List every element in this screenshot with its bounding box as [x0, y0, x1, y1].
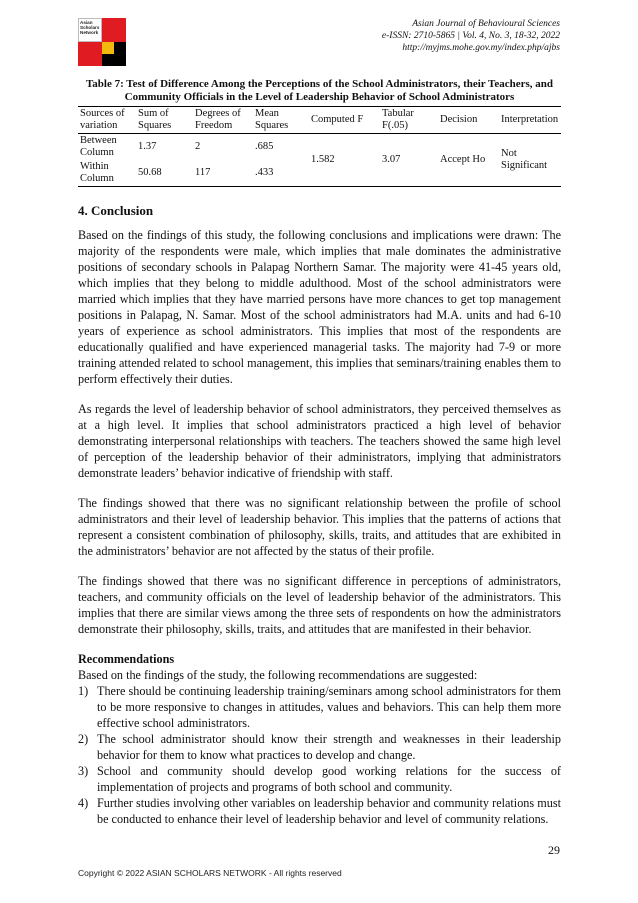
logo-quadrant-yellow [102, 42, 114, 54]
cell-source: Within Column [80, 161, 114, 184]
cell-tabular-f: 3.07 [382, 154, 401, 165]
recommendations-list [78, 683, 561, 827]
copyright-notice: Copyright © 2022 ASIAN SCHOLARS NETWORK - All rights reserved [78, 868, 342, 878]
col-header: Degrees of Freedom [195, 108, 241, 131]
list-text: School and community should develop good working relations for the success of implementation of projects and programs of both school and community. [97, 764, 561, 794]
paragraph: The findings showed that there was no significant difference in perceptions of administrators, teachers, and community officials on the level of leadership behavior of the administrators. This implies that there are similar views among the three sets of respondents on how the administrators demonstrate their philosophy, skills, traits, and attitudes that are manifested in their behavior. [78, 574, 561, 636]
recommendations-intro: Based on the findings of the study, the following recommendations are suggested: [78, 668, 478, 682]
list-text: The school administrator should know their strength and weaknesses in their leadership behavior for them to know what practices to develop and change. [97, 732, 561, 762]
list-text: Further studies involving other variables on leadership behavior and community relations must be conducted to enhance their level of leadership behavior and level of community relations. [97, 796, 561, 826]
cell-ss: 50.68 [138, 167, 162, 178]
journal-url[interactable]: http://myjms.mohe.gov.my/index.php/ajbs [402, 43, 560, 53]
cell-computed-f: 1.582 [311, 154, 335, 165]
list-text: There should be continuing leadership training/seminars among school administrators for them to be more responsive to changes in attitudes, values and behaviors. This can help them more effective school administrators. [97, 684, 561, 730]
section-heading: 4. Conclusion [78, 203, 154, 218]
col-header: Computed F [311, 114, 364, 125]
col-header: Sum of Squares [138, 108, 172, 131]
table-row [78, 134, 561, 161]
cell-source: Between Column [80, 135, 117, 158]
cell-ms: .433 [255, 167, 274, 178]
logo-quadrant-red-bottom [78, 42, 102, 66]
list-number: 3) [78, 764, 89, 778]
logo-quadrant-red-top [102, 18, 126, 42]
list-item [78, 763, 561, 795]
cell-df: 2 [195, 141, 201, 152]
list-number: 1) [78, 684, 89, 698]
page-number: 29 [548, 843, 560, 857]
page-content [78, 78, 561, 827]
table-title: Table 7: Test of Difference Among the Perceptions of the School Administrators, their Teachers, and Community Officials in the Level of Leadership Behavior of School Administrators [85, 78, 554, 103]
cell-ms: .685 [255, 141, 274, 152]
col-header: Decision [440, 114, 478, 125]
list-number: 4) [78, 796, 89, 810]
cell-decision: Accept Ho [440, 154, 486, 165]
publisher-logo [78, 18, 126, 66]
list-item [78, 731, 561, 763]
recommendations-heading: Recommendations [78, 652, 175, 666]
col-header: Mean Squares [255, 108, 289, 131]
journal-issn: e-ISSN: 2710-5865 | Vol. 4, No. 3, 18-32, 2022 [381, 31, 560, 41]
paragraph: The findings showed that there was no significant relationship between the profile of school administrators and their level of leadership behavior. This implies that the patterns of actions that represent a consistent combination of philosophy, skills, traits, and attitudes that are exhibited in the administrators’ behavior are not affected by the status of their profile. [78, 496, 561, 558]
list-item [78, 795, 561, 827]
list-number: 2) [78, 732, 89, 746]
table-header-row [78, 107, 561, 134]
cell-df: 117 [195, 167, 211, 178]
anova-table [78, 106, 561, 187]
col-header: Interpretation [501, 114, 559, 125]
col-header: Tabular F(.05) [382, 108, 414, 131]
paragraph: As regards the level of leadership behavior of school administrators, they perceived themselves as at a high level. It implies that school administrators practiced a high level of behavior demonstrating interpersonal relationships with teachers. The teachers showed the same high level of perception of the leadership behavior of their administrators, implying that administrators demonstrate leaders’ behavior indicative of friendship with staff. [78, 402, 561, 480]
list-item [78, 683, 561, 731]
journal-header [382, 18, 560, 54]
cell-interpretation: Not Significant [501, 148, 548, 171]
logo-text: Asian Scholars Network [80, 20, 100, 35]
journal-title: Asian Journal of Behavioural Sciences [412, 19, 560, 29]
paragraph: Based on the findings of this study, the following conclusions and implications were drawn: The majority of the respondents were male, which implies that male dominates the administrative positions of secondary schools in Palapag Northern Samar. The majority were 41-45 years old, which implies that they belong to middle adulthood. Most of the school administrators were married which implies that they have married persons have more chances to get top management positions in Palapag, N. Samar. Most of the school administrators had M.A. units and had 6-10 years of experience as school administrators. This implies that most of the respondents are educationally qualified and have experienced managerial tasks. The majority had 7-9 or more training attended related to school management, this implies that seminars/training enables them to perform effectively their duties. [78, 228, 561, 386]
cell-ss: 1.37 [138, 141, 157, 152]
col-header: Sources of variation [80, 108, 125, 131]
